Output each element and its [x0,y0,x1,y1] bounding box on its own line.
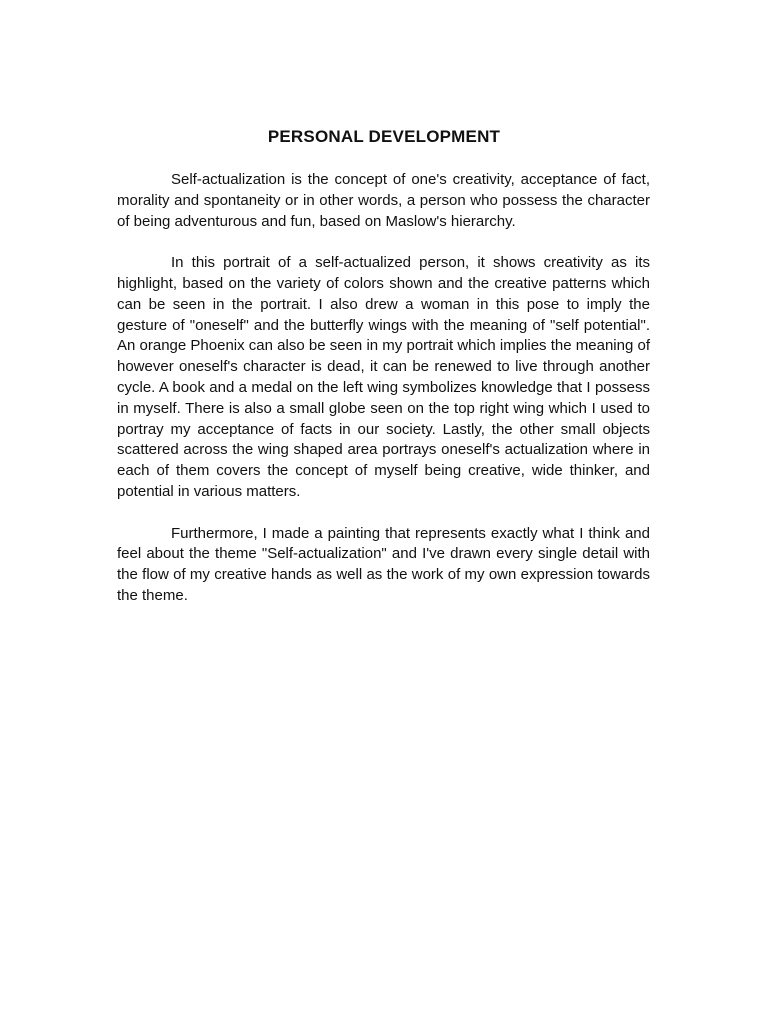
paragraph-portrait: In this portrait of a self-actualized person, it shows creativity as its highlight, based on the variety of colors shown and the creative patterns which can be seen in the portrait. I also drew a woman in this pose to imply the gesture of "oneself" and the butterfly wings with the meaning of "self potential". An orange Phoenix can also be seen in my portrait which implies the meaning of however oneself's character is dead, it can be renewed to live through another cycle. A book and a medal on the left wing symbolizes knowledge that I possess in myself. There is also a small globe seen on the top right wing which I used to portray my acceptance of facts in our society. Lastly, the other small objects scattered across the wing shaped area portrays oneself's actualization where in each of them covers the concept of myself being creative, wide thinker, and potential in various matters. [117,254,650,500]
paragraph-intro: Self-actualization is the concept of one's creativity, acceptance of fact, morality and spontaneity or in other words, a person who possess the character of being adventurous and fun, based on Maslow's hierarchy. [117,171,650,230]
paragraph-conclusion: Furthermore, I made a painting that represents exactly what I think and feel about the theme "Self-actualization" and I've drawn every single detail with the flow of my creative hands as well as the work of my own expression towards the theme. [117,524,650,604]
document-body [117,170,650,628]
document-title: PERSONAL DEVELOPMENT [267,127,501,146]
